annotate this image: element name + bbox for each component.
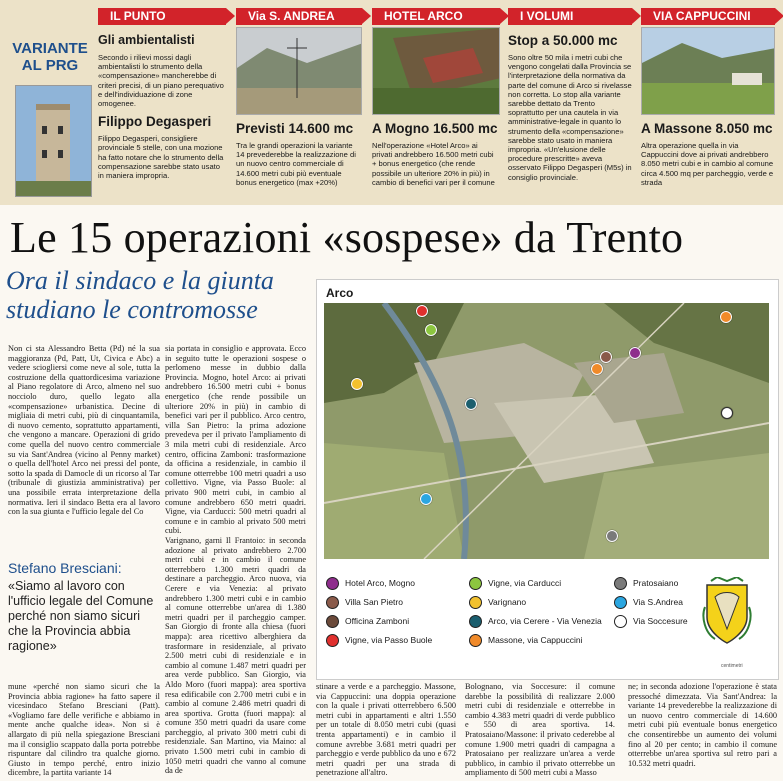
legend-dot xyxy=(614,596,627,609)
legend-dot xyxy=(326,596,339,609)
col3-text: Nell'operazione «Hotel Arco» ai privati andrebbero 16.500 metri cubi + bonus energetico (che rende possibile un ulteriore 20% in più) in cambio di benefici vari per il comune xyxy=(372,141,495,187)
map-title: Arco xyxy=(326,286,354,300)
legend-item: Vigne, via Carducci xyxy=(469,575,602,594)
column-i-volumi xyxy=(508,8,632,200)
pin-villa-san-pietro xyxy=(600,351,612,363)
legend-dot xyxy=(326,615,339,628)
col1-text: Secondo i rilievi mossi dagli ambientalisti lo strumento della «compensazione» mancherebbe di criteri precisi, di un piano perequativo e dell'individuazione di zone omogenee. xyxy=(98,53,224,109)
legend-item: Massone, via Cappuccini xyxy=(469,632,602,651)
subheadline: Ora il sindaco e la giunta studiano le contromosse xyxy=(6,266,274,324)
col1-name: Filippo Degasperi xyxy=(98,114,212,130)
body-column-2: sia portata in consiglio e approvata. Ecco in seguito tutte le operazioni sospese o perlomeno messe in dubbio dalla Provincia. Mogno, hotel Arco: ai privati andrebbero 16.500 metri cubi + bonus energetico (che rende possibile un ulteriore 20% in più) in cambio di benefici vari per il pubblico. Arco centro, villa San Pietro: la prima adozione prevedeva per il privato l'ampliamento di 3 mila metri cubi di residenziale. Arco centro, officina Zamboni: trasformazione da officina a residenziale, in cambio il comune otterrebbe 100 metri quadri a uso collettivo. Vigne, via Passo Buole: al privato 900 metri cubi, in cambio al comune andrebbero 650 metri quadri. Vigne, via Carducci: 500 metri quadri al comune e in cambio al privato 500 metri cubi. xyxy=(165,344,306,536)
column-via-cappuccini xyxy=(641,8,775,200)
legend-dot xyxy=(469,596,482,609)
legend-column-1 xyxy=(326,575,432,651)
arco-coat-of-arms-icon xyxy=(701,577,753,647)
legend-item: Hotel Arco, Mogno xyxy=(326,575,432,594)
legend-column-2 xyxy=(469,575,602,651)
legend-item: Arco, via Cerere - Via Venezia xyxy=(469,613,602,632)
col4-text: Sono oltre 50 mila i metri cubi che vengono congelati dalla Provincia se l'interpretazione della normativa da parte del comune di Arco si rivelasse non corretta. Lo stop alla variante sarebbe dettato da Trento soprattutto per una cautela in via amministrative-legale in quanto lo strumento della «compensazione» sarebbe stato usato in maniera impropria. «Un'elusione delle procedure prescritte» aveva osservato Filippo Degasperi (M5s) in consiglio provinciale. xyxy=(508,53,632,182)
body-column-3: Varignano, garni Il Frantoio: in seconda adozione al privato andrebbero 2.700 metri cubi e in cambio il comune otterrebbero 1.300 metri quadri da destinare a parcheggio. Arco nuova, via Cerere e via Venezia: al privato andrebbero 1.300 metri cubi e in cambio al comune otterrebbe un'area di 1.380 metri quadri per il parcheggio camper. San Giorgio di fronte alla chiesa (fuori mappa): area ricettivo alberghiera da trasformare in residenziale, al privato 2.500 metri cubi di residenziale e in cambio al comune 1.487 metri quadri per area verde pubblico. San Giorgio, via Aldo Moro (fuori mappa): area sportiva resa edificabile con 2.700 metri cubi e in cambio al comune 2.486 metri quadri di area sportiva. Grotta (fuori mappa): al comune 350 metri quadri da usare come parcheggio, al privato 300 metri cubi di residenziale. San Martino, via Maino: al privato 1.500 metri cubi in cambio di 1050 metri quadri che vanno al comune da de xyxy=(165,536,306,776)
photo-via-cappuccini xyxy=(641,27,775,115)
column-hotel-arco xyxy=(372,8,500,200)
pin-massone-cappuccini xyxy=(591,363,603,375)
bottom-column-3: Bolognano, via Soccesure: il comune darebbe la possibilità di realizzare 2.000 metri cubi di residenziale e otterrebbe in cambio 4.383 metri quadri di verde pubblico e 550 di area sportiva. 14. Pratosaiano/Massone: il privato cederebbe al comune 1.900 metri quadri di campagna a Pratosaiano per realizzare un'area a verde pubblico, in cambio il privato otterrebbe un ampliamento di 500 metri cubi a Masso xyxy=(465,682,615,778)
headline: Le 15 operazioni «sospese» da Trento xyxy=(10,213,684,262)
pull-quote xyxy=(8,560,160,654)
map-credit: centimetri xyxy=(721,663,743,669)
col2-big: Previsti 14.600 mc xyxy=(236,121,354,136)
legend-item: Villa San Pietro xyxy=(326,594,432,613)
legend-dot xyxy=(469,577,482,590)
photo-hotel-arco xyxy=(372,27,500,115)
col5-text: Altra operazione quella in via Cappuccini dove ai privati andrebbero 8.050 metri cubi e in cambio al comune circa 4.500 mq per parcheggio, verde e strada xyxy=(641,141,774,187)
legend-dot xyxy=(614,615,627,628)
aerial-map xyxy=(324,303,769,559)
tab-i-volumi: I VOLUMI xyxy=(508,8,632,25)
pin-hotel-arco xyxy=(629,347,641,359)
column-il-punto xyxy=(98,8,226,200)
legend-dot xyxy=(326,577,339,590)
quote-author: Stefano Bresciani: xyxy=(8,560,122,576)
body-column-1: Non ci sta Alessandro Betta (Pd) né la sua maggioranza (Pd, Patt, Ut, Civica e Abc) a vedere sciogliersi come neve al sole, tutta la costruzione della quattordicesima variazione al Piano regolatore di Arco, almeno nel suo nocciolo duro, quello legato alla «compensazione» urbanistica. Decine di migliaia di metri cubi, più di cinquantamila, di nuovo cemento, soprattutto appartamenti, che vengono a mancare. Operazioni di grido come quella del nuovo centro commerciale su via Sant'Andrea (vicino al Penny market) o quella dell'hotel Arco nei pressi del ponte, sotto la spada di Damocle di un ricorso al Tar (tribunale di giustizia amministrativa) per una possibile errata interpretazione della normativa. Ieri il sindaco Betta era al lavoro con la sua giunta e l'ufficio legale del Co xyxy=(8,344,160,517)
pin-vigne-passo-buole xyxy=(416,305,428,317)
legend-item: Varignano xyxy=(469,594,602,613)
tab-hotel-arco: HOTEL ARCO xyxy=(372,8,500,25)
legend-dot xyxy=(614,577,627,590)
tab-il-punto: IL PUNTO xyxy=(98,8,226,25)
pin-via-cerere xyxy=(465,398,477,410)
legend-item: Pratosaiano xyxy=(614,575,688,594)
photo-via-s-andrea xyxy=(236,27,362,115)
legend-item: Via Soccesure xyxy=(614,613,688,632)
legend-column-3 xyxy=(614,575,688,632)
variante-label: VARIANTE AL PRG xyxy=(12,40,88,74)
bottom-column-4: ne; in seconda adozione l'operazione è stata pressoché dimezzata. Via Sant'Andrea: la variante 14 prevederebbe la realizzazione di un nuovo centro commerciale di 14.600 metri cubi più eventuale bonus energetico che consentirebbe un aumento dei volumi fino al 20 per cento; in cambio il comune otterrebbe un'area sportiva sul retro pari a 10.532 metri quadri. xyxy=(628,682,777,768)
tower-photo xyxy=(15,85,92,197)
legend-item: Officina Zamboni xyxy=(326,613,432,632)
pin-varignano xyxy=(351,378,363,390)
legend-dot xyxy=(469,634,482,647)
bottom-column-2: stinare a verde e a parcheggio. Massone, via Cappuccini: una doppia operazione con la quale i privati otterrebbero 6.500 metri cubi in appartamenti e altri 1.550 per un totale di 8.050 metri cubi (quasi trenta appartamenti) e in cambio il comune avrebbe 3.681 metri quadri per parcheggio e verde pubblico da uno e 672 metri quadri per una strada di penetrazione all'altro. xyxy=(316,682,456,778)
bottom-column-1: mune «perché non siamo sicuri che la Provincia abbia ragione» ha fatto sapere il vicesindaco Stefano Bresciani (Patt). «Vogliamo fare delle verifiche e abbiamo in mente anche qualche idea». Non si è allargato di più nella spiegazione Bresciani ma il consiglio scappato dalla porta potrebbe rispuntare dal cilindro tra qualche giorno. Giusto in tempo perché, entro inizio dicembre, la partita variante 14 xyxy=(8,682,160,778)
legend-dot xyxy=(326,634,339,647)
pin-via-soccesure xyxy=(721,407,733,419)
map-panel xyxy=(316,279,779,680)
col2-text: Tra le grandi operazioni la variante 14 prevederebbe la realizzazione di un nuovo centro commerciale di 14.600 metri cubi più eventuale bonus energetico (max +20%) xyxy=(236,141,356,187)
col1-text2: Filippo Degasperi, consigliere provinciale 5 stelle, con una mozione ha fatto notare che lo strumento della compensazione sarebbe stato usato in maniera impropria. xyxy=(98,134,224,181)
pin-pratosaiano xyxy=(606,530,618,542)
pin-vigne-carducci xyxy=(425,324,437,336)
pin-via-s-andrea xyxy=(420,493,432,505)
col4-big: Stop a 50.000 mc xyxy=(508,33,618,48)
top-banner xyxy=(0,0,783,205)
tab-via-cappuccini: VIA CAPPUCCINI xyxy=(641,8,775,25)
legend-item: Via S.Andrea xyxy=(614,594,688,613)
legend-item: Vigne, via Passo Buole xyxy=(326,632,432,651)
col3-big: A Mogno 16.500 mc xyxy=(372,121,498,136)
quote-text: «Siamo al lavoro con l'ufficio legale del Comune perché non siamo sicuri che la Provincia abbia ragione» xyxy=(8,579,154,653)
col5-big: A Massone 8.050 mc xyxy=(641,121,773,136)
tab-via-s-andrea: Via S. ANDREA xyxy=(236,8,362,25)
col1-subtitle: Gli ambientalisti xyxy=(98,33,195,47)
column-via-s-andrea xyxy=(236,8,362,200)
legend-dot xyxy=(469,615,482,628)
pin-massone-2 xyxy=(720,311,732,323)
